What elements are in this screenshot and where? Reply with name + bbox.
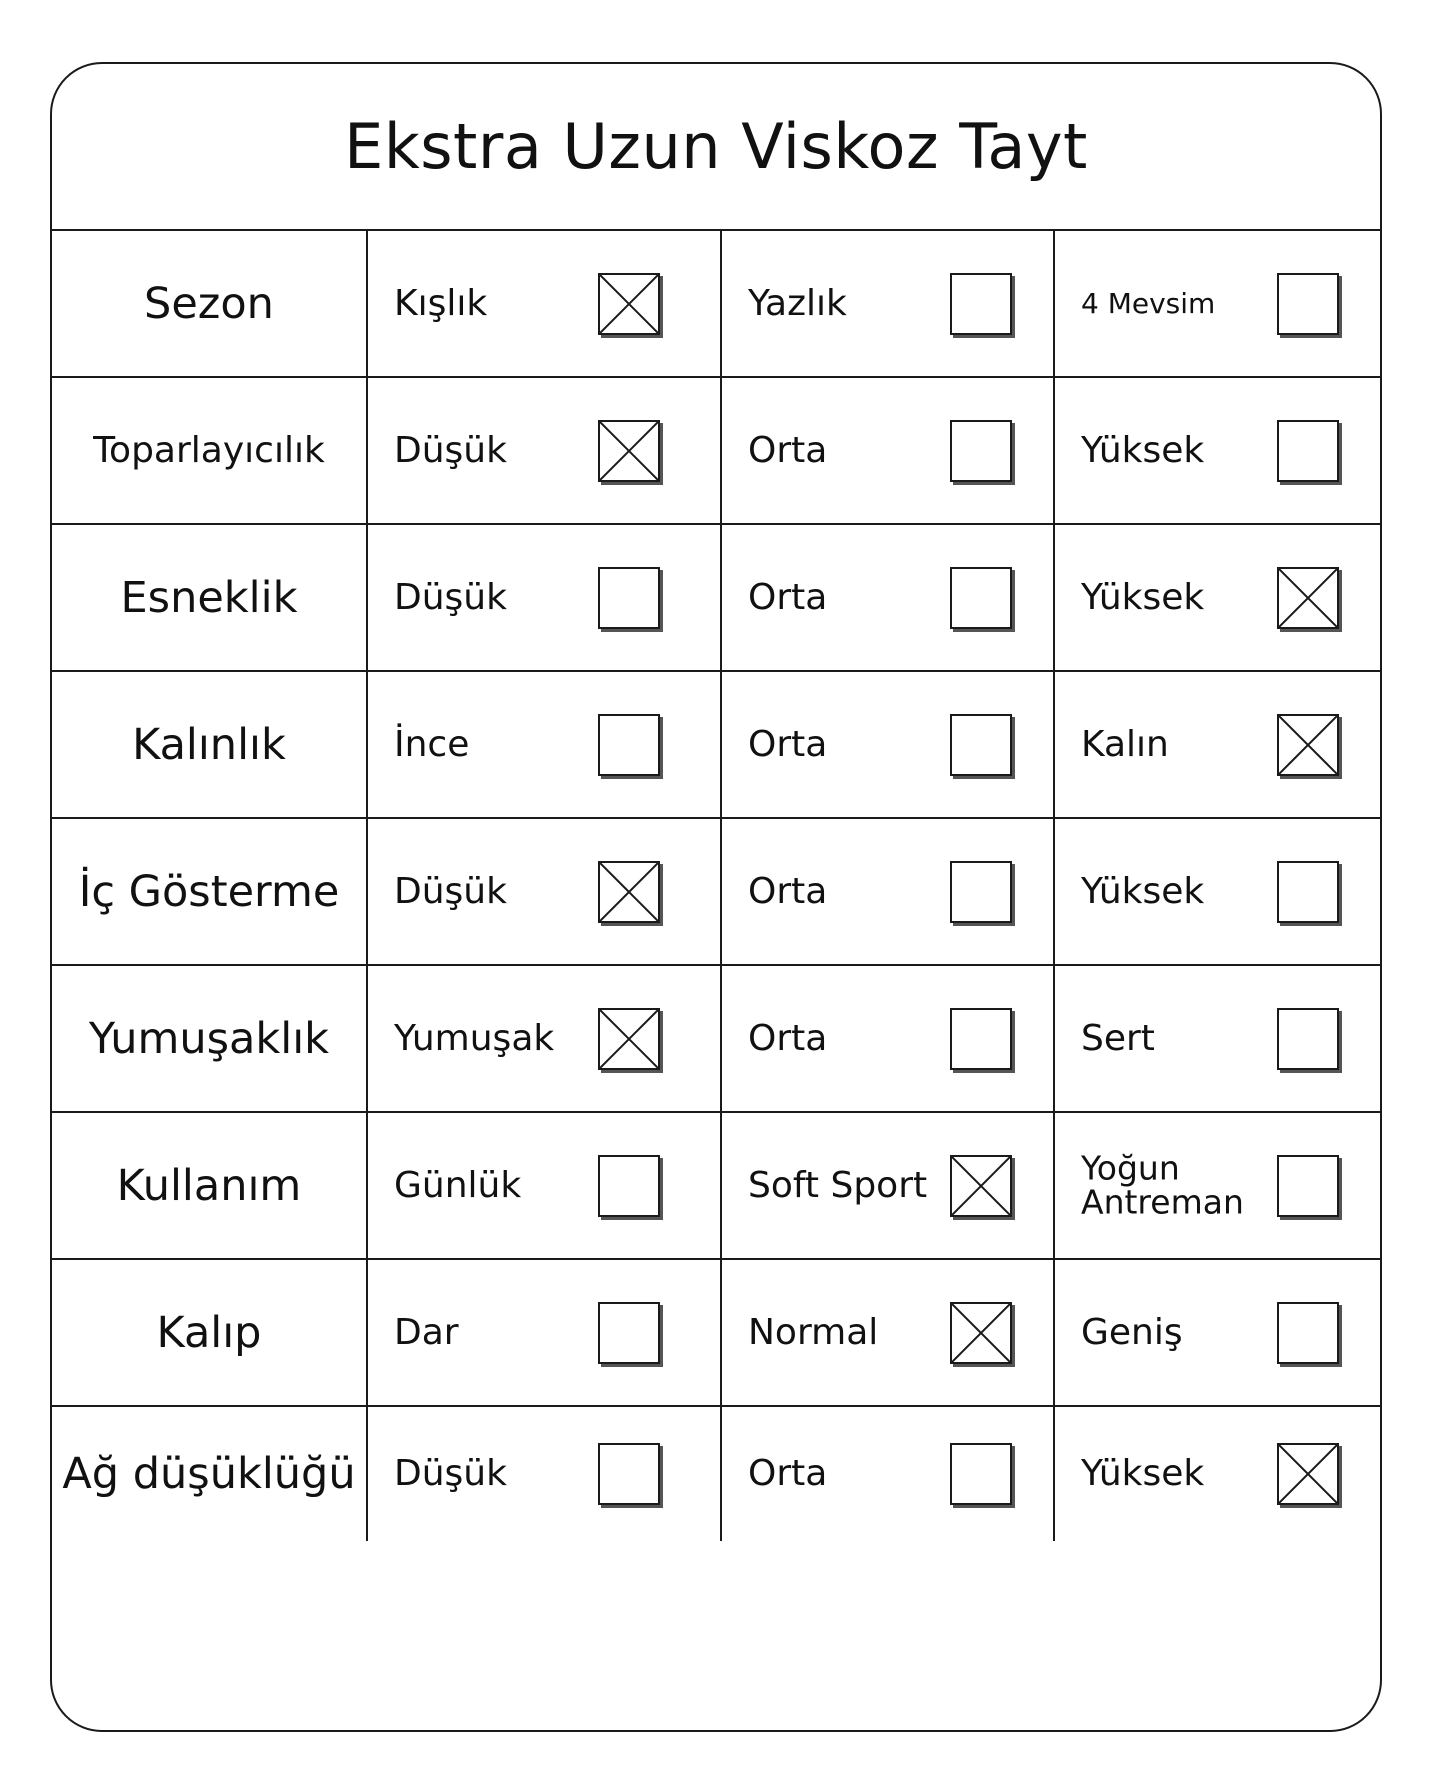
option-cell	[722, 672, 1055, 817]
option-cell	[722, 525, 1055, 670]
checkbox-kalip-normal[interactable]	[950, 1302, 1012, 1364]
option-cell	[368, 231, 722, 376]
checkbox-kullanim-gunluk[interactable]	[598, 1155, 660, 1217]
table-row-ag-dusuklugu	[52, 1407, 1380, 1541]
option-label: Düşük	[394, 870, 507, 912]
checkbox-yumusaklik-orta[interactable]	[950, 1008, 1012, 1070]
option-label: Orta	[748, 1017, 828, 1059]
option-cell	[368, 672, 722, 817]
option-cell	[722, 966, 1055, 1111]
checkbox-ag-dusuklugu-yuksek[interactable]	[1277, 1443, 1339, 1505]
option-cell	[368, 1113, 722, 1258]
row-label-cell	[52, 525, 368, 670]
option-label: Yüksek	[1081, 1453, 1205, 1494]
option-label: Dar	[394, 1311, 459, 1353]
page-title: Ekstra Uzun Viskoz Tayt	[344, 110, 1088, 183]
spec-card	[50, 62, 1382, 1732]
option-label: Günlük	[394, 1164, 522, 1206]
table-row-yumusaklik	[52, 966, 1380, 1113]
row-label: Yumuşaklık	[88, 1013, 330, 1064]
row-label-cell	[52, 966, 368, 1111]
row-label-cell	[52, 1260, 368, 1405]
table-row-sezon	[52, 231, 1380, 378]
option-label: Orta	[748, 429, 828, 471]
option-cell	[1055, 1407, 1382, 1541]
checkbox-toparlayicilik-yuksek[interactable]	[1277, 420, 1339, 482]
checkbox-toparlayicilik-orta[interactable]	[950, 420, 1012, 482]
option-label: Normal	[748, 1311, 879, 1353]
spec-table	[52, 231, 1380, 1730]
checkbox-esneklik-dusuk[interactable]	[598, 567, 660, 629]
row-label-cell	[52, 1407, 368, 1541]
option-label: Düşük	[394, 576, 507, 618]
option-label: İnce	[394, 723, 470, 765]
option-label: Yüksek	[1081, 576, 1205, 618]
option-label: Orta	[748, 870, 828, 912]
checkbox-kalip-dar[interactable]	[598, 1302, 660, 1364]
option-cell	[1055, 819, 1382, 964]
table-row-kalinlik	[52, 672, 1380, 819]
cross-mark-icon	[600, 863, 658, 921]
option-cell	[368, 378, 722, 523]
option-label: Orta	[748, 1453, 828, 1494]
row-label-cell	[52, 672, 368, 817]
option-cell	[722, 1113, 1055, 1258]
option-label: 4 Mevsim	[1081, 286, 1216, 320]
checkbox-i-c-gosterme-yuksek[interactable]	[1277, 861, 1339, 923]
option-label: Soft Sport	[748, 1164, 928, 1206]
option-label: Yumuşak	[394, 1017, 555, 1059]
option-label: Düşük	[394, 429, 507, 471]
row-label: Toparlayıcılık	[93, 430, 325, 471]
cross-mark-icon	[600, 422, 658, 480]
checkbox-esneklik-yuksek[interactable]	[1277, 567, 1339, 629]
option-cell	[722, 231, 1055, 376]
cross-mark-icon	[952, 1157, 1010, 1215]
option-cell	[1055, 378, 1382, 523]
checkbox-kalinlik-kalin[interactable]	[1277, 714, 1339, 776]
option-cell	[722, 378, 1055, 523]
option-cell	[1055, 1113, 1382, 1258]
row-label: Kullanım	[116, 1160, 302, 1211]
checkbox-kalinlik-i-nce[interactable]	[598, 714, 660, 776]
table-row-esneklik	[52, 525, 1380, 672]
checkbox-sezon-kislik[interactable]	[598, 273, 660, 335]
option-label: Yazlık	[748, 282, 847, 324]
option-label: Kışlık	[394, 282, 488, 324]
row-label-cell	[52, 231, 368, 376]
table-row-toparlayicilik	[52, 378, 1380, 525]
option-cell	[368, 525, 722, 670]
option-cell	[722, 819, 1055, 964]
cross-mark-icon	[952, 1304, 1010, 1362]
option-label: Orta	[748, 723, 828, 765]
checkbox-esneklik-orta[interactable]	[950, 567, 1012, 629]
checkbox-kullanim-soft-sport[interactable]	[950, 1155, 1012, 1217]
option-label: Sert	[1081, 1017, 1155, 1059]
table-row-i-c-gosterme	[52, 819, 1380, 966]
option-label: Yoğun Antreman	[1081, 1147, 1244, 1222]
option-label: Yüksek	[1081, 429, 1205, 471]
checkbox-kullanim-yogun-antreman[interactable]	[1277, 1155, 1339, 1217]
row-label: Esneklik	[120, 572, 298, 623]
row-label: Sezon	[144, 278, 274, 329]
checkbox-i-c-gosterme-dusuk[interactable]	[598, 861, 660, 923]
table-row-kullanim	[52, 1113, 1380, 1260]
row-label-cell	[52, 1113, 368, 1258]
row-label-cell	[52, 378, 368, 523]
title-area	[52, 64, 1380, 231]
option-cell	[1055, 231, 1382, 376]
option-label: Orta	[748, 576, 828, 618]
checkbox-i-c-gosterme-orta[interactable]	[950, 861, 1012, 923]
checkbox-ag-dusuklugu-dusuk[interactable]	[598, 1443, 660, 1505]
cross-mark-icon	[600, 1010, 658, 1068]
option-cell	[368, 966, 722, 1111]
cross-mark-icon	[600, 275, 658, 333]
option-cell	[1055, 672, 1382, 817]
cross-mark-icon	[1279, 716, 1337, 774]
checkbox-kalip-genis[interactable]	[1277, 1302, 1339, 1364]
option-cell	[1055, 1260, 1382, 1405]
row-label: Kalıp	[156, 1307, 262, 1358]
option-cell	[368, 819, 722, 964]
option-cell	[722, 1407, 1055, 1541]
checkbox-sezon-yazlik[interactable]	[950, 273, 1012, 335]
table-row-kalip	[52, 1260, 1380, 1407]
row-label-cell	[52, 819, 368, 964]
option-label: Yüksek	[1081, 870, 1205, 912]
option-label: Düşük	[394, 1453, 507, 1494]
row-label: Kalınlık	[132, 719, 286, 770]
option-cell	[722, 1260, 1055, 1405]
checkbox-yumusaklik-sert[interactable]	[1277, 1008, 1339, 1070]
checkbox-yumusaklik-yumusak[interactable]	[598, 1008, 660, 1070]
checkbox-toparlayicilik-dusuk[interactable]	[598, 420, 660, 482]
cross-mark-icon	[1279, 1445, 1337, 1503]
option-cell	[368, 1407, 722, 1541]
checkbox-ag-dusuklugu-orta[interactable]	[950, 1443, 1012, 1505]
checkbox-kalinlik-orta[interactable]	[950, 714, 1012, 776]
checkbox-sezon-4-mevsim[interactable]	[1277, 273, 1339, 335]
option-cell	[1055, 966, 1382, 1111]
row-label: Ağ düşüklüğü	[62, 1449, 356, 1499]
row-label: İç Gösterme	[78, 866, 340, 917]
option-label: Kalın	[1081, 723, 1169, 765]
option-cell	[368, 1260, 722, 1405]
option-cell	[1055, 525, 1382, 670]
cross-mark-icon	[1279, 569, 1337, 627]
option-label: Geniş	[1081, 1311, 1183, 1353]
